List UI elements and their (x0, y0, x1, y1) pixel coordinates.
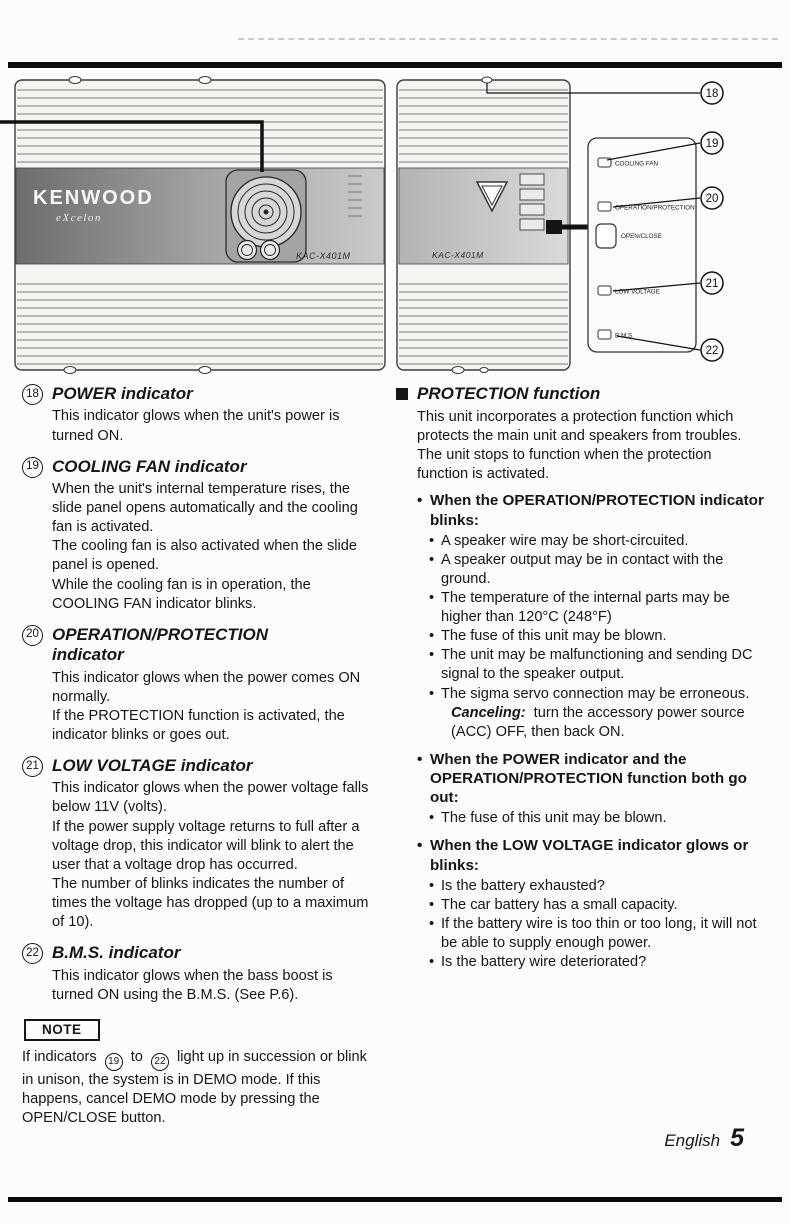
bullet-item: • If the battery wire is too thin or too long, it will not be able to supply enough power. (417, 915, 764, 953)
note-label: NOTE (24, 1019, 100, 1041)
section-title: POWER indicator (52, 384, 193, 403)
note-text-before: If indicators (22, 1048, 97, 1065)
paragraph: If the power supply voltage returns to full after a voltage drop, this indicator will blink to alert the user that a voltage drop has occurred. (52, 818, 360, 873)
protection-function-heading (396, 384, 764, 404)
bullet-item: • The temperature of the internal parts may be higher than 120°C (248°F) (417, 589, 764, 627)
protection-intro: This unit incorporates a protection function which protects the main unit and speakers from troubles. The unit stops to function when the protection function is activated. (417, 409, 742, 483)
top-rule (8, 62, 782, 68)
bullet-item: • A speaker output may be in contact with the ground. (417, 551, 764, 589)
operation-protection-label: OPERATION/PROTECTION (615, 204, 695, 212)
canceling-label: Canceling: (451, 704, 526, 721)
section-bms-indicator (22, 943, 376, 1005)
bullet-item: • The unit may be malfunctioning and sending DC signal to the speaker output. (417, 646, 764, 684)
amplifier-diagram (0, 70, 790, 382)
page-footer (664, 1124, 744, 1153)
subsection-heading: • When the LOW VOLTAGE indicator glows or blinks: (417, 836, 764, 874)
callout-19-inline-badge: 19 (105, 1053, 123, 1071)
callout-18: 18 (705, 88, 719, 100)
canceling-note (417, 704, 764, 742)
section-heading (22, 943, 376, 963)
callout-18-badge: 18 (22, 384, 43, 405)
paragraph: The cooling fan is also activated when the slide panel is opened. (52, 538, 358, 574)
bullet-item: • A speaker wire may be short-circuited. (417, 532, 764, 551)
text-columns (0, 384, 790, 1129)
section-operation-protection-indicator (22, 625, 376, 745)
paragraph: The number of blinks indicates the number of times the voltage has dropped (up to a maximum of 10). (52, 875, 369, 931)
callout-22-badge: 22 (22, 943, 43, 964)
callout-22-inline-badge: 22 (151, 1053, 169, 1071)
note-text-after: light up in succession or blink in unison, the system is in DEMO mode. If this happens, cancel DEMO mode by pressing the OPEN/CLOSE button. (22, 1048, 367, 1127)
left-column (0, 384, 396, 1129)
paragraph: While the cooling fan is in operation, the COOLING FAN indicator blinks. (52, 576, 311, 612)
subsection-heading: • When the POWER indicator and the OPERATION/PROTECTION function both go out: (417, 750, 764, 807)
section-title: LOW VOLTAGE indicator (52, 755, 253, 775)
indicator-panel (562, 138, 696, 352)
bullet-item: • Is the battery exhausted? (417, 877, 764, 896)
square-bullet-icon (396, 388, 408, 400)
callout-badges (701, 82, 723, 361)
open-close-button (596, 224, 616, 248)
note-section (22, 1019, 376, 1129)
note-text-between: to (130, 1048, 143, 1065)
model-label-left: KAC-X401M (296, 251, 351, 261)
section-cooling-fan-indicator (22, 457, 376, 614)
paragraph: This indicator glows when the power comes ON normally. (52, 669, 361, 705)
low-voltage-led (598, 286, 611, 295)
bullet-item: • The fuse of this unit may be blown. (417, 809, 764, 828)
paragraph: This indicator glows when the bass boost is turned ON using the B.M.S. (See P.6). (52, 967, 333, 1003)
section-heading (22, 384, 376, 404)
cooling-fan-label: COOLING FAN (615, 160, 659, 168)
bms-led (598, 330, 611, 339)
callout-22: 22 (705, 345, 719, 357)
open-close-label: OPEN/CLOSE (621, 233, 662, 240)
callout-19-badge: 19 (22, 457, 43, 478)
section-title: B.M.S. indicator (52, 943, 181, 963)
subsection-low-voltage-glows (396, 836, 764, 972)
bullet-item: • Is the battery wire deteriorated? (417, 953, 764, 972)
callout-21-badge: 21 (22, 756, 43, 777)
right-amplifier-unit (397, 80, 570, 370)
callout-21: 21 (705, 278, 719, 290)
footer-language: English (664, 1131, 721, 1150)
callout-20: 20 (705, 193, 719, 205)
bullet-item: • The sigma servo connection may be erroneous. (417, 685, 764, 704)
section-title: COOLING FAN indicator (52, 456, 247, 476)
footer-page-number: 5 (730, 1124, 744, 1152)
callout-19: 19 (705, 138, 719, 150)
operation-protection-led (598, 202, 611, 211)
right-column (396, 384, 790, 1129)
section-heading (22, 756, 376, 776)
section-title: OPERATION/PROTECTION indicator (52, 624, 268, 665)
paragraph: If the PROTECTION function is activated, the indicator blinks or goes out. (52, 707, 345, 743)
subsection-power-and-protection-out (396, 750, 764, 829)
canceling-text: turn the accessory power source (ACC) OFF, then back ON. (451, 704, 745, 740)
section-heading (22, 625, 376, 666)
section-low-voltage-indicator (22, 756, 376, 932)
brand-logo: KENWOOD (33, 187, 154, 209)
subsection-operation-protection-blinks (396, 491, 764, 741)
section-heading (22, 457, 376, 477)
low-voltage-label: LOW VOLTAGE (615, 288, 660, 296)
bms-label: B.M.S. (615, 332, 634, 340)
brand-sub-logo: eXcelon (56, 212, 102, 224)
model-label-right: KAC-X401M (432, 250, 484, 260)
bullet-item: • The fuse of this unit may be blown. (417, 627, 764, 646)
paragraph: This indicator glows when the unit's power is turned ON. (52, 408, 340, 444)
scan-artifact-line (238, 38, 778, 40)
section-power-indicator (22, 384, 376, 446)
paragraph: This indicator glows when the power voltage falls below 11V (volts). (52, 780, 369, 816)
paragraph: When the unit's internal temperature rises, the slide panel opens automatically and the cooling fan is activated. (52, 481, 358, 536)
subsection-heading: • When the OPERATION/PROTECTION indicator blinks: (417, 491, 764, 529)
bullet-item: • The car battery has a small capacity. (417, 896, 764, 915)
note-text (22, 1048, 376, 1129)
bottom-rule (8, 1197, 782, 1202)
protection-function-title: PROTECTION function (417, 384, 601, 403)
callout-20-badge: 20 (22, 625, 43, 646)
